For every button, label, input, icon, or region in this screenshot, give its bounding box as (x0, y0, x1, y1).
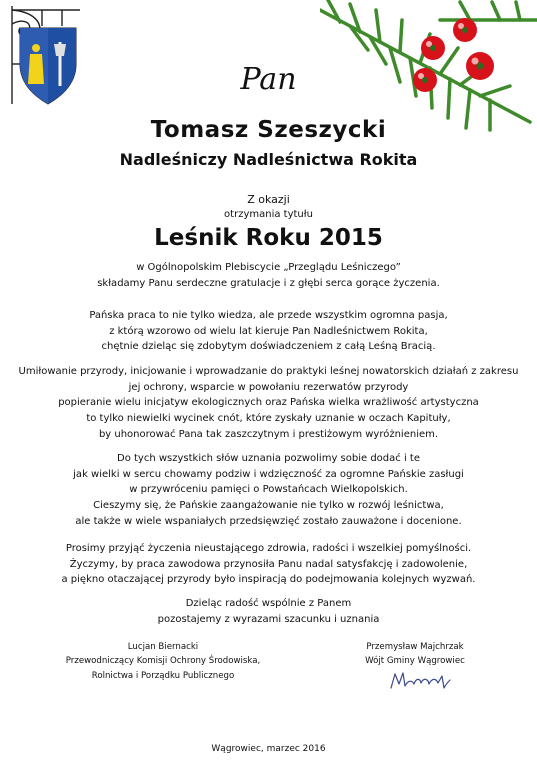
text-line: by uhonorować Pana tak zaszczytnym i prestiżowym wyróżnieniem. (98, 428, 439, 440)
signatory-name: Przemysław Majchrzak (366, 642, 464, 652)
award-title: Leśnik Roku 2015 (154, 225, 383, 251)
text-line: Prosimy przyjąć życzenia nieustającego zdrowia, radości i wszelkiej pomyślności. (65, 543, 472, 554)
text-line: jak wielki w sercu chowamy podziw i wdzięczność za ogromne Pańskie zasługi (73, 468, 464, 480)
recipient-title: Nadleśniczy Nadleśnictwa Rokita (119, 150, 418, 169)
text-line: popieranie wielu inicjatyw ekologicznych oraz Pańska wielka wrażliwość artystyczna (58, 397, 479, 409)
signatory-title: Rolnictwa i Porządku Publicznego (91, 670, 235, 681)
recipient-name: Tomasz Szeszycki (150, 117, 387, 143)
paragraph-2 (0, 364, 537, 443)
text-line: a piękno otaczającej przyrody było inspiracją do podejmowania kolejnych wyzwań. (61, 574, 476, 586)
contest-text (0, 260, 537, 291)
text-line: z którą wzorowo od wielu lat kieruje Pan Nadleśnictwem Rokita, (109, 325, 428, 337)
greeting: Pan (240, 62, 297, 97)
text-line: w Ogólnopolskim Plebiscycie „Przeglądu Leśniczego” (136, 262, 401, 273)
text-line: pozostajemy z wyrazami szacunku i uznania (157, 613, 380, 625)
occasion-line: otrzymania tytułu (224, 209, 313, 220)
signatory-title: Wójt Gminy Wągrowiec (365, 656, 465, 667)
paragraph-4 (0, 541, 537, 588)
text-line: ale także w wiele wspaniałych przedsięwzięć zostało zauważone i docenione. (75, 515, 462, 527)
text-line: Do tych wszystkich słów uznania pozwolimy sobie dodać i te (117, 453, 420, 464)
signatory-name: Lucjan Biernacki (127, 642, 199, 652)
text-line: składamy Panu serdeczne gratulacje i z głębi serca gorące życzenia. (97, 277, 440, 289)
paragraph-1 (0, 308, 537, 355)
occasion-line: Z okazji (247, 193, 290, 206)
signatory-title: Przewodniczący Komisji Ochrony Środowiska, (65, 656, 261, 667)
text-line: Umiłowanie przyrody, inicjowanie i wprowadzanie do praktyki leśnej nowatorskich działań z zakresu (18, 366, 519, 377)
handwritten-signature (388, 668, 452, 696)
signatory-left (38, 640, 288, 683)
place-date: Wągrowiec, marzec 2016 (211, 744, 326, 754)
text-line: to tylko niewielki wycinek cnót, które zyskały uznanie w oczach Kapituły, (86, 413, 451, 425)
text-line: jej ochrony, wsparcie w powołaniu rezerwatów przyrody (128, 381, 409, 393)
text-line: chętnie dzieląc się zdobytym doświadczeniem z całą Leśną Bracią. (101, 341, 436, 353)
paragraph-3 (0, 451, 537, 530)
text-line: Pańska praca to nie tylko wiedza, ale przede wszystkim ogromna pasja, (89, 310, 448, 321)
signatory-right (320, 640, 510, 669)
text-line: Życzymy, by praca zawodowa przynosiła Panu nadal satysfakcję i zadowolenie, (69, 558, 468, 570)
text-line: w przywróceniu pamięci o Powstańcach Wielkopolskich. (129, 484, 408, 496)
text-line: Dzieląc radość wspólnie z Panem (185, 598, 352, 609)
text-line: Cieszymy się, że Pańskie zaangażowanie nie tylko w rozwój leśnictwa, (93, 500, 444, 512)
closing (0, 596, 537, 627)
